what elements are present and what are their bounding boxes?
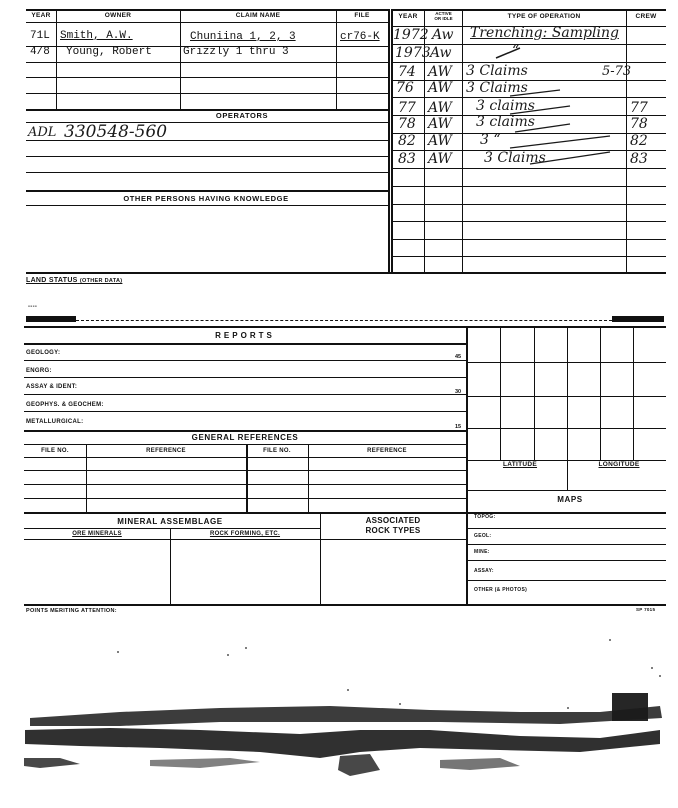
scan-bar-right [612, 316, 664, 322]
activity-header-active [425, 11, 462, 21]
activity-row-type: “ [512, 43, 520, 59]
report-num: 45 [455, 354, 462, 360]
ref-col-file1: FILE NO. [41, 448, 69, 454]
bottom-smudge [24, 693, 662, 776]
general-references-title: GENERAL REFERENCES [191, 433, 299, 442]
ref-col-ref1: REFERENCE [146, 448, 186, 454]
maps-row: OTHER (& PHOTOS) [474, 587, 528, 593]
activity-header-active-line1: ACTIVE [435, 11, 452, 16]
assoc-rock-line1: ASSOCIATED [365, 516, 421, 525]
report-label: GEOPHYS. & GEOCHEM: [26, 402, 104, 408]
activity-row-type: 3 claims [476, 114, 535, 130]
reports-title: REPORTS [215, 331, 275, 340]
activity-row-type: 3 Claims [466, 80, 528, 96]
claim-row-year: 71L [30, 30, 50, 42]
ref-col-ref2: REFERENCE [367, 448, 407, 454]
activity-row-crew: 5-73 [602, 64, 632, 79]
activity-header-crew: CREW [635, 13, 657, 20]
land-status-label: LAND STATUS [26, 277, 78, 284]
report-num: 15 [455, 424, 462, 430]
assoc-rock-line2: ROCK TYPES [365, 526, 421, 535]
claim-row-file: cr76-K [340, 31, 380, 43]
ref-col-file2: FILE NO. [263, 448, 291, 454]
col-header-file: FILE [354, 12, 370, 19]
activity-row-crew: 78 [630, 116, 648, 132]
claim-row-name: Chuniina 1, 2, 3 [190, 31, 296, 43]
maps-row: GEOL: [474, 533, 492, 539]
activity-row-year: 83 [398, 151, 416, 167]
activity-header-type: TYPE OF OPERATION [507, 13, 581, 20]
mineral-col-rock: ROCK FORMING, ETC. [209, 531, 281, 537]
report-label: ENGRG: [26, 368, 52, 374]
scan-bar-left [26, 316, 76, 322]
report-num: 30 [455, 389, 462, 395]
activity-row-year: 74 [398, 64, 416, 80]
activity-row-year: 82 [398, 133, 416, 149]
activity-row-status: AW [428, 116, 452, 132]
maps-row: TOPOG: [474, 514, 496, 520]
col-header-year: YEAR [31, 12, 51, 19]
land-status-sub: (OTHER DATA) [79, 278, 123, 284]
activity-row-type: 3 claims [476, 98, 535, 114]
activity-row-status: AW [428, 80, 452, 96]
maps-title: MAPS [557, 495, 583, 504]
operators-entry-number: 330548-560 [64, 122, 168, 142]
activity-row-status: AW [428, 151, 452, 167]
mineral-title: MINERAL ASSEMBLAGE [117, 517, 223, 526]
activity-row-status: AW [428, 133, 452, 149]
points-meriting-attention: POINTS MERITING ATTENTION: [26, 608, 117, 614]
activity-row-crew: 82 [630, 133, 648, 149]
activity-row-status: AW [428, 100, 452, 116]
operators-title: OPERATORS [215, 111, 269, 120]
activity-row-status: Aw [430, 45, 452, 61]
activity-row-status: AW [428, 64, 452, 80]
activity-row-year: 1972 [393, 27, 429, 43]
claim-row-year: 4/8 [30, 46, 50, 58]
handwriting-strokes [460, 40, 630, 170]
activity-row-status: Aw [432, 27, 454, 43]
activity-row-type: 3 Claims [484, 150, 546, 166]
report-label: GEOLOGY: [26, 350, 61, 356]
speckles [117, 639, 661, 709]
col-header-owner: OWNER [104, 12, 132, 19]
col-header-claim-name: CLAIM NAME [235, 12, 281, 19]
activity-row-crew: 83 [630, 151, 648, 167]
claim-row-owner: Smith, A.W. [60, 30, 133, 42]
form-code: SP 7015 [636, 607, 656, 612]
longitude-label: LONGITUDE [598, 461, 640, 468]
activity-row-type: Trenching: Sampling [470, 25, 619, 41]
activity-row-year: 1973 [395, 45, 431, 61]
land-status-mark: ---- [28, 304, 38, 310]
activity-row-crew: 77 [630, 100, 648, 116]
claim-row-name: Grizzly 1 thru 3 [183, 46, 289, 58]
activity-row-type: 3 Claims [466, 63, 528, 79]
operators-entry-prefix: ADL [28, 125, 57, 140]
activity-header-year: YEAR [398, 13, 418, 20]
maps-row: MINE: [474, 549, 490, 555]
activity-row-year: 77 [398, 100, 416, 116]
latitude-label: LATITUDE [502, 461, 538, 468]
mineral-col-ore: ORE MINERALS [72, 531, 122, 537]
report-label: ASSAY & IDENT: [26, 384, 78, 390]
activity-row-year: 76 [396, 80, 414, 96]
activity-row-year: 78 [398, 116, 416, 132]
activity-header-active-line2: OR IDLE [434, 16, 453, 21]
activity-row-type: 3 “ [480, 132, 501, 148]
other-persons-title: OTHER PERSONS HAVING KNOWLEDGE [123, 194, 289, 203]
report-label: METALLURGICAL: [26, 419, 84, 425]
maps-row: ASSAY: [474, 568, 494, 574]
claim-row-owner: Young, Robert [66, 46, 152, 58]
